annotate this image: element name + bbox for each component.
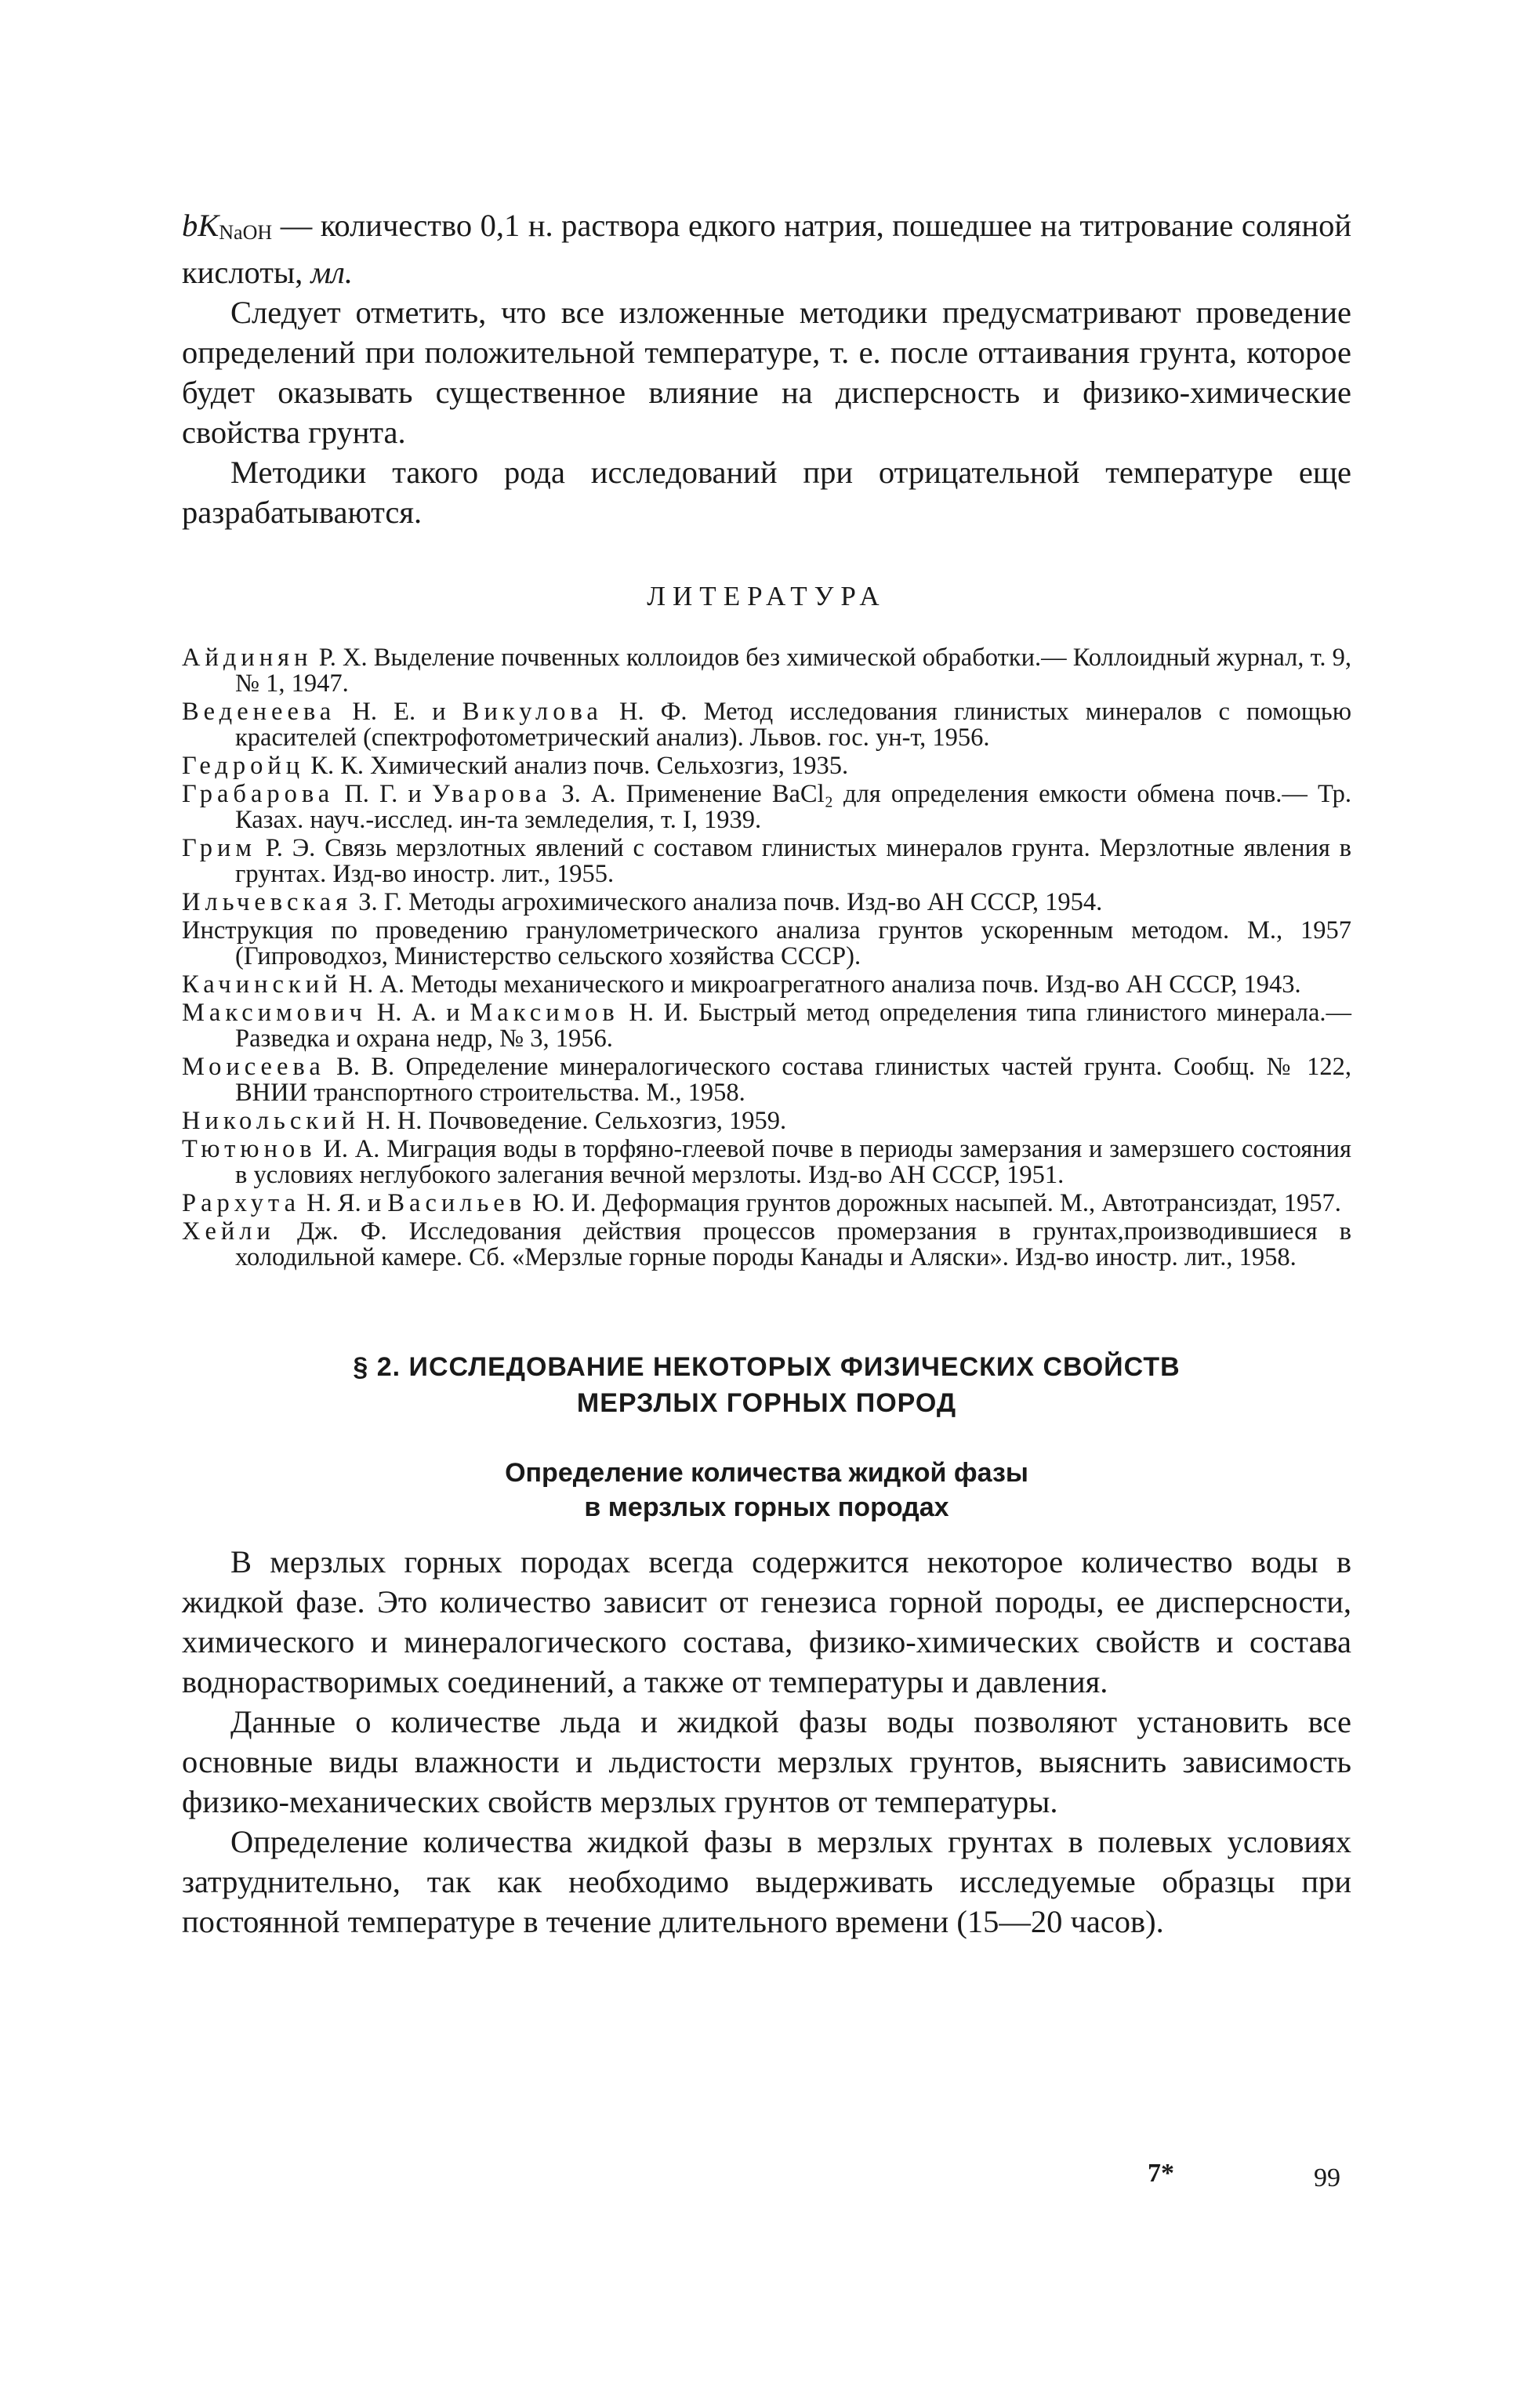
- reference-list: [182, 645, 1351, 1271]
- reference-coauthor: Викулова: [462, 698, 603, 726]
- reference-text: П. Г. и: [334, 780, 432, 808]
- reference-author: Моисеева: [182, 1053, 325, 1081]
- reference-text: В. В. Определение минералогического состава глинистых частей грунта. Сообщ. № 122, ВНИИ транспортного строительства. М., 1958.: [235, 1053, 1351, 1107]
- reference-author: Гедройц: [182, 752, 305, 780]
- reference-text: Н. Я. и: [300, 1189, 388, 1217]
- reference-coauthor: Васильев: [387, 1189, 527, 1217]
- unit-label: мл.: [310, 255, 354, 290]
- reference-author: Грим: [182, 834, 256, 862]
- reference-item: [182, 1000, 1351, 1052]
- reference-item: [182, 1054, 1351, 1106]
- reference-item: [182, 836, 1351, 887]
- reference-text: К. К. Химический анализ почв. Сельхозгиз, 1935.: [304, 752, 849, 780]
- reference-author: Рархута: [182, 1189, 301, 1217]
- reference-text: Р. Э. Связь мерзлотных явлений с составом глинистых минералов грунта. Мерзлотные явления в грунтах. Изд-во иностр. лит., 1955.: [235, 834, 1351, 888]
- reference-item: [182, 918, 1351, 970]
- section-paragraph-1: В мерзлых горных породах всегда содержится некоторое количество воды в жидкой фазе. Это количество зависит от генезиса горной породы, ее дисперсности, химического и минералогического состава, физико-химических свойств и состава воднорастворимых соединений, а также от температуры и давления.: [182, 1544, 1351, 1699]
- reference-item: [182, 645, 1351, 697]
- reference-item: [182, 1219, 1351, 1271]
- reference-text: И. А. Миграция воды в торфяно-глеевой почве в периоды замерзания и замерзшего состояния в условиях неглубокого залегания вечной мерзлоты. Изд-во АН СССР, 1951.: [235, 1135, 1351, 1189]
- section-title-line-1: § 2. ИССЛЕДОВАНИЕ НЕКОТОРЫХ ФИЗИЧЕСКИХ СВОЙСТВ: [353, 1352, 1181, 1382]
- reference-text-continued: Ю. И. Деформация грунтов дорожных насыпей. М., Автотрансиздат, 1957.: [526, 1189, 1341, 1217]
- reference-item: [182, 753, 1351, 779]
- reference-author: Айдинян: [182, 644, 313, 672]
- intro-paragraph-2: Следует отметить, что все изложенные методики предусматривают проведение определений при положительной температуре, т. е. после оттаивания грунта, которое будет оказывать существенное влияние на дисперсность и физико-химические свойства грунта.: [182, 295, 1351, 450]
- reference-coauthor: Уварова: [431, 780, 552, 808]
- reference-text: Дж. Ф. Исследования действия процессов промерзания в грунтах,производившиеся в холодильной камере. Сб. «Мерзлые горные породы Канады и Аляски». Изд-во иностр. лит., 1958.: [235, 1217, 1351, 1271]
- reference-item: [182, 1137, 1351, 1188]
- intro-definition: [182, 205, 1351, 292]
- reference-author: Грабарова: [182, 780, 335, 808]
- reference-author: Ильчевская: [182, 888, 353, 916]
- intro-paragraph-3: Методики такого рода исследований при отрицательной температуре еще разрабатываются.: [182, 455, 1351, 530]
- subsection-title-line-1: Определение количества жидкой фазы: [505, 1458, 1028, 1488]
- reference-text: Н. Е. и: [336, 698, 462, 726]
- reference-text: З. Г. Методы агрохимического анализа почв. Изд-во АН СССР, 1954.: [352, 888, 1103, 916]
- signature-mark: 7*: [1148, 2159, 1174, 2188]
- reference-item: [182, 699, 1351, 751]
- reference-author: Качинский: [182, 970, 343, 999]
- reference-item: [182, 1191, 1351, 1217]
- reference-item: [182, 972, 1351, 998]
- reference-text: Н. А. Методы механического и микроагрегатного анализа почв. Изд-во АН СССР, 1943.: [342, 970, 1301, 999]
- reference-author: Веденеева: [182, 698, 336, 726]
- reference-text: Н. Н. Почвоведение. Сельхозгиз, 1959.: [359, 1107, 787, 1135]
- reference-text-continued: Н. Ф. Метод исследования глинистых минералов с помощью красителей (спектрофотометрический анализ). Львов. гос. ун-т, 1956.: [235, 698, 1351, 752]
- subsection-title: [182, 1456, 1351, 1525]
- reference-author: Максимович: [182, 999, 368, 1027]
- section-title-line-2: МЕРЗЛЫХ ГОРНЫХ ПОРОД: [576, 1388, 957, 1418]
- reference-item: [182, 1108, 1351, 1134]
- formula-variable: bK: [182, 208, 219, 243]
- reference-coauthor: Максимов: [470, 999, 619, 1027]
- reference-author: Тютюнов: [182, 1135, 317, 1163]
- reference-text: Н. А. и: [367, 999, 470, 1027]
- subsection-title-line-2: в мерзлых горных породах: [584, 1492, 949, 1522]
- reference-author: Хейли: [182, 1217, 275, 1246]
- definition-text: — количество 0,1 н. раствора едкого натрия, пошедшее на титрование соляной кислоты,: [182, 208, 1351, 290]
- literature-heading: ЛИТЕРАТУРА: [647, 581, 887, 611]
- page-number: 99: [1314, 2163, 1340, 2192]
- reference-item: [182, 890, 1351, 916]
- reference-author: Никольский: [182, 1107, 360, 1135]
- reference-text-continued: Н. И. Быстрый метод определения типа глинистого минерала.— Разведка и охрана недр, № 3, 1956.: [235, 999, 1352, 1053]
- reference-text-continued: З. А. Применение BaCl₂ для определения емкости обмена почв.— Тр. Казах. науч.-исслед. ин-та земледелия, т. I, 1939.: [235, 780, 1351, 834]
- reference-text: Р. Х. Выделение почвенных коллоидов без химической обработки.— Коллоидный журнал, т. 9, № 1, 1947.: [235, 644, 1351, 698]
- formula-subscript: NaOH: [219, 221, 273, 244]
- reference-item: [182, 782, 1351, 833]
- page-body: [182, 205, 1351, 1942]
- reference-text: Инструкция по проведению гранулометрического анализа грунтов ускоренным методом. М., 1957 (Гипроводхоз, Министерство сельского хозяйства СССР).: [182, 916, 1351, 970]
- section-title: [182, 1349, 1351, 1421]
- section-paragraph-2: Данные о количестве льда и жидкой фазы воды позволяют установить все основные виды влажности и льдистости мерзлых грунтов, выяснить зависимость физико-механических свойств мерзлых грунтов от температуры.: [182, 1704, 1351, 1819]
- section-paragraph-3: Определение количества жидкой фазы в мерзлых грунтах в полевых условиях затруднительно, так как необходимо выдерживать исследуемые образцы при постоянной температуре в течение длительного времени (15—20 часов).: [182, 1824, 1351, 1939]
